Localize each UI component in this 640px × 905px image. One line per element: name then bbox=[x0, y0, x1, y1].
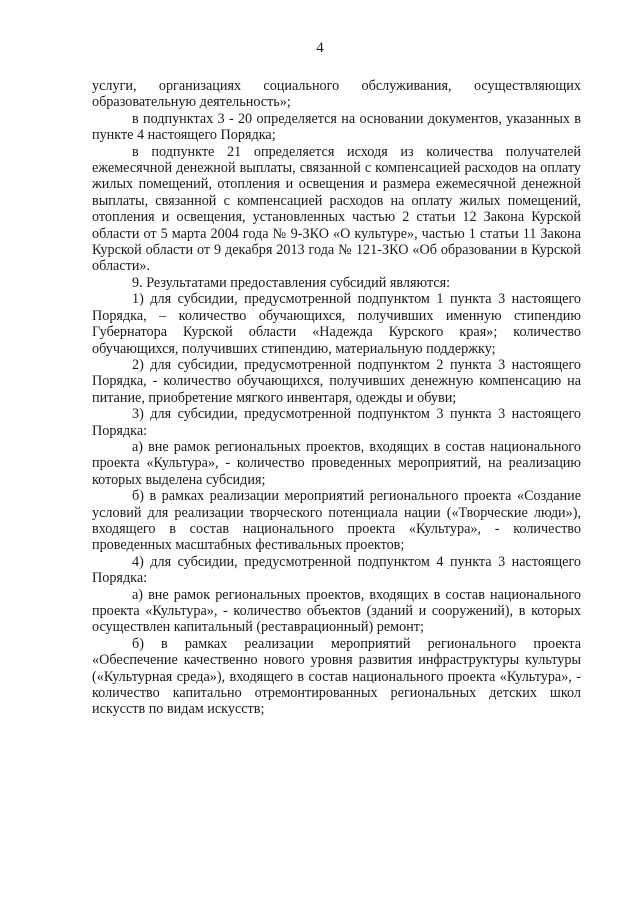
paragraph-item-3: 3) для субсидии, предусмотренной подпунктом 3 пункта 3 настоящего Порядка: bbox=[92, 406, 581, 439]
paragraph-item-4b: б) в рамках реализации мероприятий регионального проекта «Обеспечение качественно нового уровня развития инфраструктуры культуры («Культурная среда»), входящего в состав национального проекта «Культура», - количество капитально отремонтированных региональных детских школ искусств по видам искусств; bbox=[92, 635, 581, 718]
paragraph-continuation: услуги, организациях социального обслуживания, осуществляющих образовательную деятельность»; bbox=[92, 78, 581, 111]
paragraph-item-3b: б) в рамках реализации мероприятий регионального проекта «Создание условий для реализации творческого потенциала нации («Творческие люди»), входящего в состав национального проекта «Культура», - количество проведенных масштабных фестивальных проектов; bbox=[92, 488, 581, 554]
paragraph-item-2: 2) для субсидии, предусмотренной подпунктом 2 пункта 3 настоящего Порядка, - количество обучающихся, получивших денежную компенсацию на питание, приобретение мягкого инвентаря, одежды и обуви; bbox=[92, 356, 581, 406]
page-number: 4 bbox=[316, 40, 324, 56]
document-body bbox=[92, 78, 581, 718]
paragraph-item-4a: а) вне рамок региональных проектов, входящих в состав национального проекта «Культура», - количество объектов (зданий и сооружений), в которых осуществлен капитальный (реставрационный) ремонт; bbox=[92, 586, 581, 636]
paragraph-item-3a: а) вне рамок региональных проектов, входящих в состав национального проекта «Культура», - количество проведенных мероприятий, на реализацию которых выделена субсидия; bbox=[92, 438, 581, 488]
paragraph-item-4: 4) для субсидии, предусмотренной подпунктом 4 пункта 3 настоящего Порядка: bbox=[92, 553, 581, 587]
paragraph-subpoints-3-20: в подпунктах 3 - 20 определяется на основании документов, указанных в пункте 4 настоящего Порядка; bbox=[92, 110, 581, 144]
paragraph-section-9: 9. Результатами предоставления субсидий являются: bbox=[132, 274, 451, 291]
paragraph-subpoint-21: в подпункте 21 определяется исходя из количества получателей ежемесячной денежной выплаты, связанной с компенсацией расходов на оплату жилых помещений, отопления и освещения и размера ежемесячной денежной выплаты, связанной с компенсацией расходов на оплату жилых помещений, отопления и освещения, установленных частью 2 статьи 12 Закона Курской области от 5 марта 2004 года № 9-ЗКО «О культуре», частью 1 статьи 11 Закона Курской области от 9 декабря 2013 года № 121-ЗКО «Об образовании в Курской области». bbox=[92, 143, 581, 275]
paragraph-item-1: 1) для субсидии, предусмотренной подпунктом 1 пункта 3 настоящего Порядка, – количество обучающихся, получивших именную стипендию Губернатора Курской области «Надежда Курского края»; количество обучающихся, получивших стипендию, материальную поддержку; bbox=[92, 291, 581, 357]
